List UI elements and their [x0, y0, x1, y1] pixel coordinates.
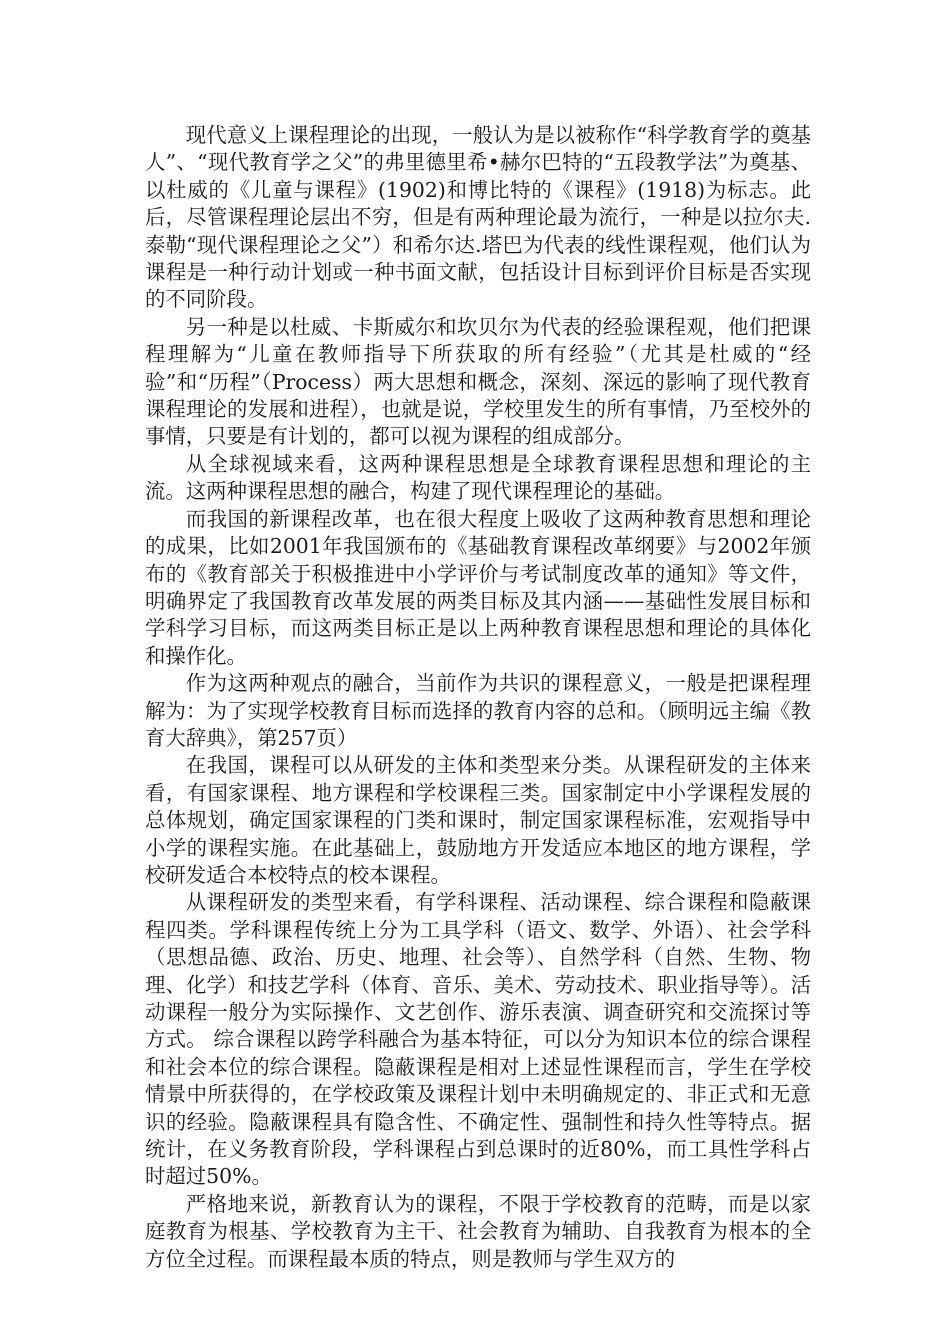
paragraph: 严格地来说，新教育认为的课程，不限于学校教育的范畴，而是以家庭教育为根基、学校教育为主干、社会教育为辅助、自我教育为根本的全方位全过程。而课程最本质的特点，则是教师与学生双方的 [145, 1191, 811, 1271]
document-body [145, 122, 811, 1273]
paragraph: 现代意义上课程理论的出现，一般认为是以被称作“科学教育学的奠基人”、“现代教育学之父”的弗里德里希•赫尔巴特的“五段教学法”为奠基、以杜威的《儿童与课程》(1902)和博比特的《课程》(1918)为标志。此后，尽管课程理论层出不穷，但是有两种理论最为流行，一种是以拉尔夫.泰勒“现代课程理论之父”）和希尔达.塔巴为代表的线性课程观，他们认为课程是一种行动计划或一种书面文献，包括设计目标到评价目标是否实现的不同阶段。 [145, 123, 811, 312]
paragraph: 从全球视域来看，这两种课程思想是全球教育课程思想和理论的主流。这两种课程思想的融合，构建了现代课程理论的基础。 [145, 451, 811, 504]
paragraph: 作为这两种观点的融合，当前作为共识的课程意义，一般是把课程理解为：为了实现学校教育目标而选择的教育内容的总和。（顾明远主编《教育大辞典》，第257页） [145, 671, 811, 750]
paragraph: 从课程研发的类型来看，有学科课程、活动课程、综合课程和隐蔽课程四类。学科课程传统上分为工具学科（语文、数学、外语）、社会学科（思想品德、政治、历史、地理、社会等）、自然学科（自然、生物、物理、化学）和技艺学科（体育、音乐、美术、劳动技术、职业指导等）。活动课程一般分为实际操作、文艺创作、游乐表演、调查研究和交流探讨等方式。 综合课程以跨学科融合为基本特征，可以分为知识本位的综合课程和社会本位的综合课程。隐蔽课程是相对上述显性课程而言，学生在学校情景中所获得的，在学校政策及课程计划中未明确规定的、非正式和无意识的经验。隐蔽课程具有隐含性、不确定性、强制性和持久性等特点。据统计，在义务教育阶段，学科课程占到总课时的近80%，而工具性学科占时超过50%。 [145, 890, 811, 1189]
paragraph: 另一种是以杜威、卡斯威尔和坎贝尔为代表的经验课程观，他们把课程理解为“儿童在教师指导下所获取的所有经验”（尤其是杜威的“经验”和“历程”（Process）两大思想和概念，深刻、深远的影响了现代教育课程理论的发展和进程），也就是说，学校里发生的所有事情，乃至校外的事情，只要是有计划的，都可以视为课程的组成部分。 [145, 314, 811, 449]
paragraph: 在我国，课程可以从研发的主体和类型来分类。从课程研发的主体来看，有国家课程、地方课程和学校课程三类。国家制定中小学课程发展的总体规划，确定国家课程的门类和课时，制定国家课程标准，宏观指导中小学的课程实施。在此基础上，鼓励地方开发适应本地区的地方课程，学校研发适合本校特点的校本课程。 [145, 753, 811, 887]
paragraph: 而我国的新课程改革，也在很大程度上吸收了这两种教育思想和理论的成果，比如2001年我国颁布的《基础教育课程改革纲要》与2002年颁布的《教育部关于积极推进中小学评价与考试制度改革的通知》等文件，明确界定了我国教育改革发展的两类目标及其内涵——基础性发展目标和学科学习目标，而这两类目标正是以上两种教育课程思想和理论的具体化和操作化。 [145, 506, 811, 668]
